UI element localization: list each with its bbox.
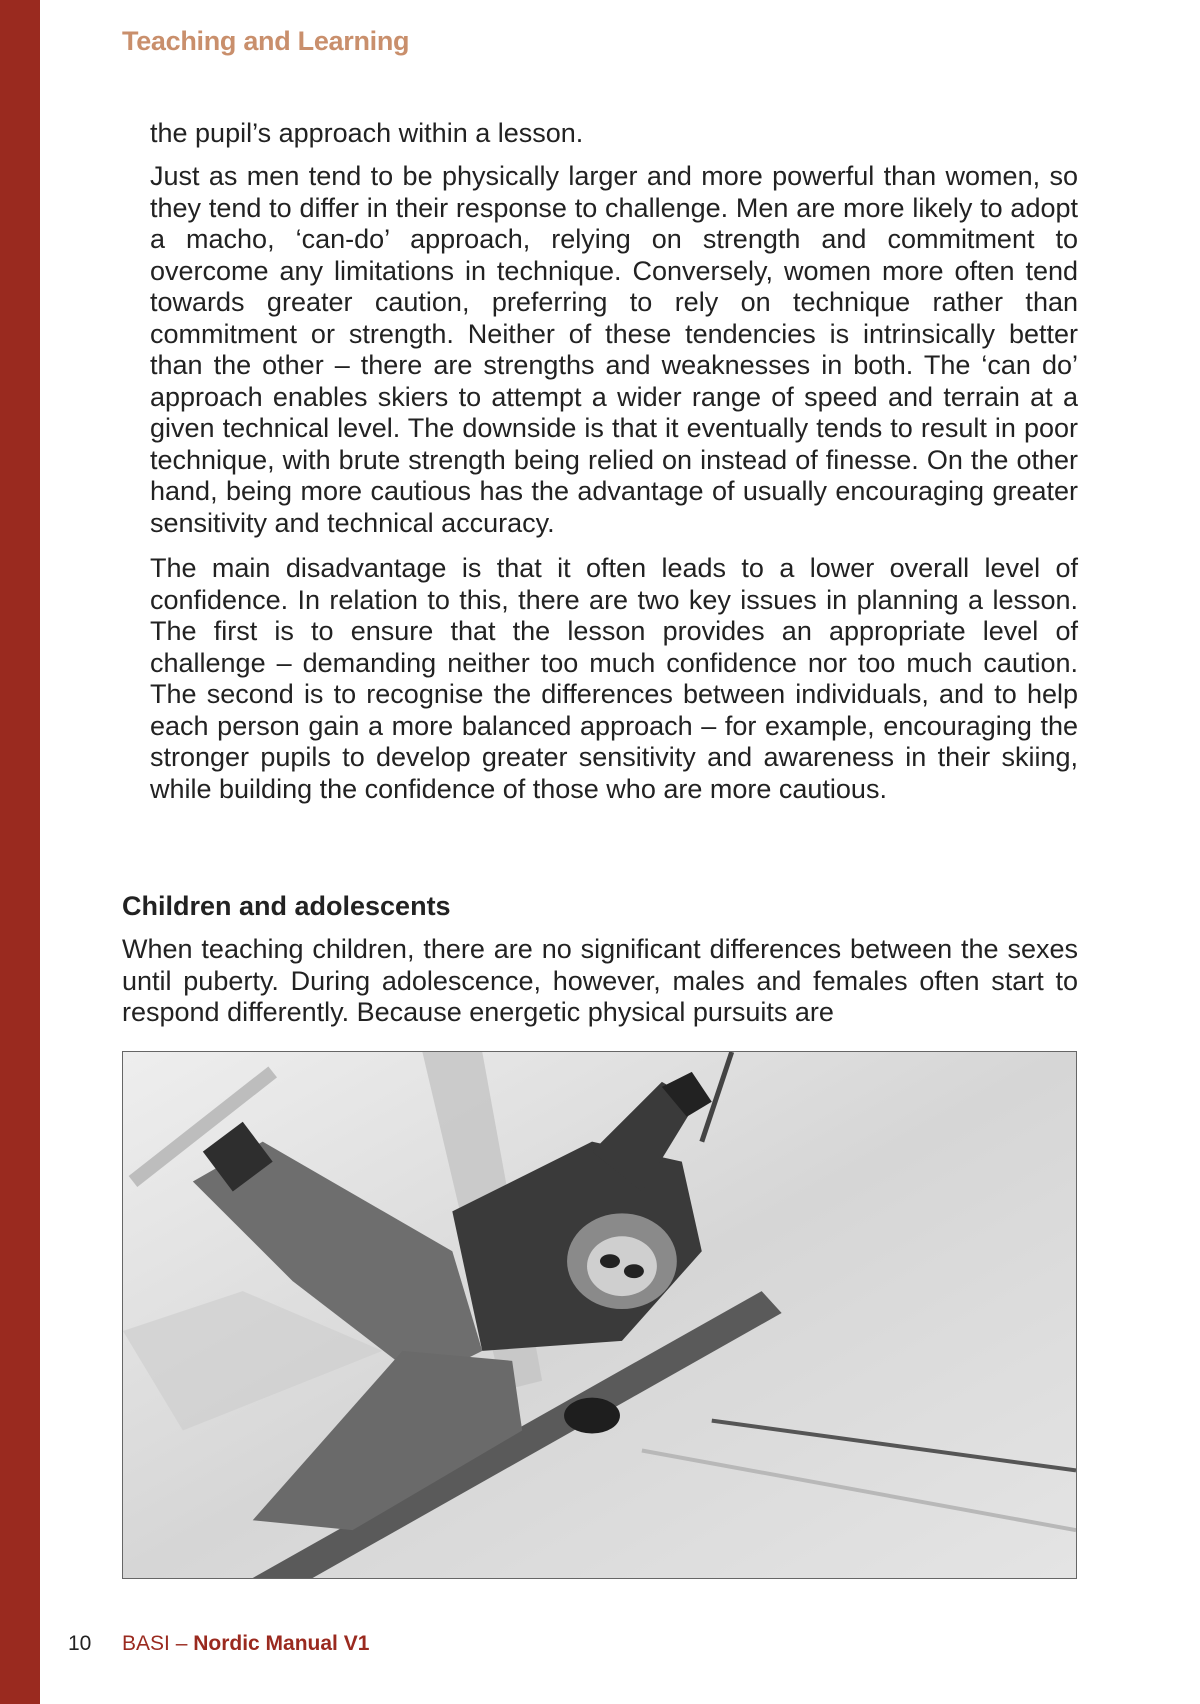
paragraph-main-disadvantage: The main disadvantage is that it often leads to a lower overall level of confidence. In relation to this, there are two key issues in planning a lesson. The first is to ensure that the lesson provides an appropriate level of challenge – demanding neither too much confidence nor too much caution. The second is to recognise the differences between individuals, and to help each person gain a more balanced approach – for example, encouraging the stronger pupils to develop greater sensitivity and awareness in their skiing, while building the confidence of those who are more cautious.	[150, 553, 1078, 804]
footer-publisher: BASI –	[122, 1632, 194, 1655]
footer-manual-title: Nordic Manual V1	[193, 1632, 370, 1655]
page-number: 10	[68, 1632, 92, 1655]
paragraph-gender-differences: Just as men tend to be physically larger and more powerful than women, so they tend to differ in their response to challenge. Men are more likely to adopt a macho, ‘can-do’ approach, relying on strength and commitment to overcome any limitations in technique. Conversely, women more often tend towards greater caution, preferring to rely on technique rather than commitment or strength. Neither of these tendencies is intrinsically better than the other – there are strengths and weaknesses in both. The ‘can do’ approach enables skiers to attempt a wider range of speed and terrain at a given technical level. The downside is that it eventually tends to result in poor technique, with brute strength being relied on instead of finesse. On the other hand, being more cautious has the advantage of usually encouraging greater sensitivity and technical accuracy.	[150, 161, 1078, 538]
skier-photo	[122, 1051, 1077, 1579]
running-head: Teaching and Learning	[122, 26, 410, 56]
paragraph-children: When teaching children, there are no significant differences between the sexes until puberty. During adolescence, however, males and females often start to respond differently. Because energetic physical pursuits are	[122, 934, 1078, 1027]
page-sidebar-band	[0, 0, 40, 1704]
footer-title	[122, 1632, 369, 1656]
paragraph-continuation: the pupil’s approach within a lesson.	[150, 118, 584, 148]
skier-photo-illustration	[123, 1052, 1076, 1578]
section-heading: Children and adolescents	[122, 891, 451, 921]
